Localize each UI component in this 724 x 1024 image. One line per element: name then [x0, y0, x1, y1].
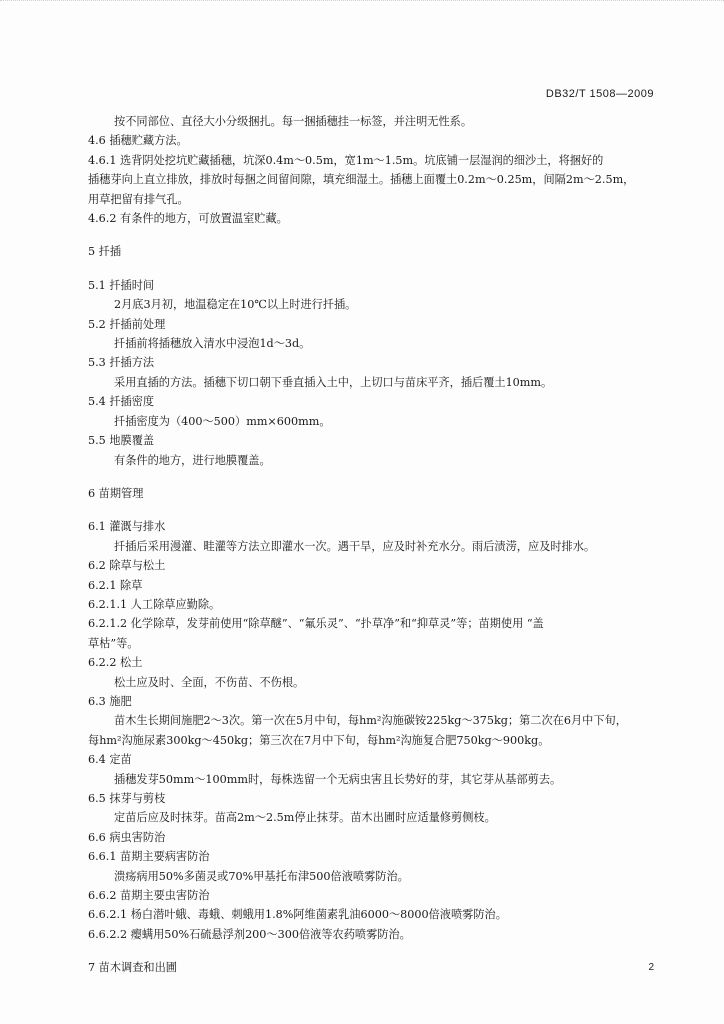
body-line: 采用直插的方法。插穗下切口朝下垂直插入土中，上切口与苗床平齐，插后覆土10mm。 [114, 375, 553, 389]
clause-heading: 6.5 抹芽与剪枝 [88, 792, 166, 805]
clause-heading: 6.4 定苗 [88, 753, 132, 767]
body-line: 按不同部位、直径大小分级捆扎。每一捆插穗挂一标签，并注明无性系。 [114, 115, 473, 128]
clause-heading: 6.6.1 苗期主要病害防治 [88, 850, 210, 864]
body-line: 有条件的地方，进行地膜覆盖。 [114, 453, 271, 467]
clause-heading: 4.6.2 有条件的地方，可放置温室贮藏。 [88, 212, 288, 226]
clause-heading: 6.6.2.2 瘿螨用50%石硫悬浮剂200～300倍液等农药喷雾防治。 [88, 927, 411, 941]
clause-heading: 4.6.1 选背阴处挖坑贮藏插穗，坑深0.4m～0.5m，宽1m～1.5m。坑底铺一层湿润的细沙土，将捆好的 [88, 153, 604, 167]
body-line: 松土应及时、全面，不伤苗、不伤根。 [114, 675, 305, 689]
clause-heading: 6.6.2 苗期主要虫害防治 [88, 889, 210, 903]
clause-heading: 5.1 扦插时间 [88, 278, 155, 292]
section-gap [88, 228, 663, 242]
clause-heading: 6.6 病虫害防治 [88, 830, 166, 844]
clause-heading: 6.2.1.1 人工除草应勤除。 [88, 597, 221, 611]
page-number: 2 [648, 962, 654, 973]
section-gap [88, 262, 663, 276]
clause-heading: 6.6.2.1 杨白潜叶蛾、毒蛾、刺蛾用1.8%阿维菌素乳油6000～8000倍液喷雾防治。 [88, 908, 507, 922]
clause-heading: 6.1 灌溉与排水 [88, 520, 166, 534]
body-line: 定苗后应及时抹芽。苗高2m～2.5m停止抹芽。苗木出圃时应适量修剪侧枝。 [114, 811, 496, 825]
section-gap [88, 944, 663, 958]
body-line: 插穗芽向上直立排放，排放时每捆之间留间隙，填充细湿土。插穗上面覆土0.2m～0.25m，间隔2m～2.5m， [88, 173, 635, 187]
body-line: 用草把留有排气孔。 [88, 192, 189, 206]
clause-heading: 6 苗期管理 [88, 486, 144, 500]
section-gap [88, 503, 663, 517]
clause-heading: 5 扦插 [88, 245, 122, 259]
clause-heading: 6.3 施肥 [88, 694, 132, 708]
document-code: DB32/T 1508—2009 [545, 88, 654, 100]
clause-heading: 6.2.2 松土 [88, 656, 143, 670]
section-gap [88, 470, 663, 484]
body-line: 扦插前将插穗放入清水中浸泡1d～3d。 [114, 337, 311, 351]
clause-heading: 6.2.1.2 化学除草，发芽前使用“除草醚”、“氟乐灵”、“扑草净”和“抑草灵”等；苗期使用 “盖 [88, 617, 544, 631]
body-line: 扦插后采用漫灌、畦灌等方法立即灌水一次。遇干旱，应及时补充水分。雨后渍涝，应及时排水。 [114, 539, 596, 553]
body-line: 溃疡病用50%多菌灵或70%甲基托布津500倍液喷雾防治。 [114, 869, 409, 883]
clause-heading: 5.5 地膜覆盖 [88, 434, 155, 448]
clause-heading: 6.2.1 除草 [88, 578, 143, 592]
clause-heading: 5.2 扦插前处理 [88, 317, 166, 331]
clause-heading: 4.6 插穗贮藏方法。 [88, 134, 188, 148]
body-text [88, 112, 663, 978]
body-line: 每hm²沟施尿素300kg～450kg；第三次在7月中下旬，每hm²沟施复合肥750kg～900kg。 [88, 733, 550, 747]
body-line: 扦插密度为（400～500）mm×600mm。 [114, 414, 331, 428]
body-line: 苗木生长期间施肥2～3次。第一次在5月中旬，每hm²沟施碳铵225kg～375kg；第二次在6月中下旬， [114, 714, 627, 728]
clause-heading: 6.2 除草与松土 [88, 559, 166, 573]
clause-heading: 5.4 扦插密度 [88, 395, 155, 409]
clause-heading: 5.3 扦插方法 [88, 356, 155, 370]
clause-heading: 7 苗木调查和出圃 [88, 961, 177, 975]
body-line: 2月底3月初，地温稳定在10℃以上时进行扦插。 [114, 298, 357, 312]
body-line: 草枯”等。 [88, 636, 139, 650]
scan-edge [0, 0, 724, 7]
body-line: 插穗发芽50mm～100mm时，每株选留一个无病虫害且长势好的芽，其它芽从基部剪去。 [114, 772, 562, 786]
